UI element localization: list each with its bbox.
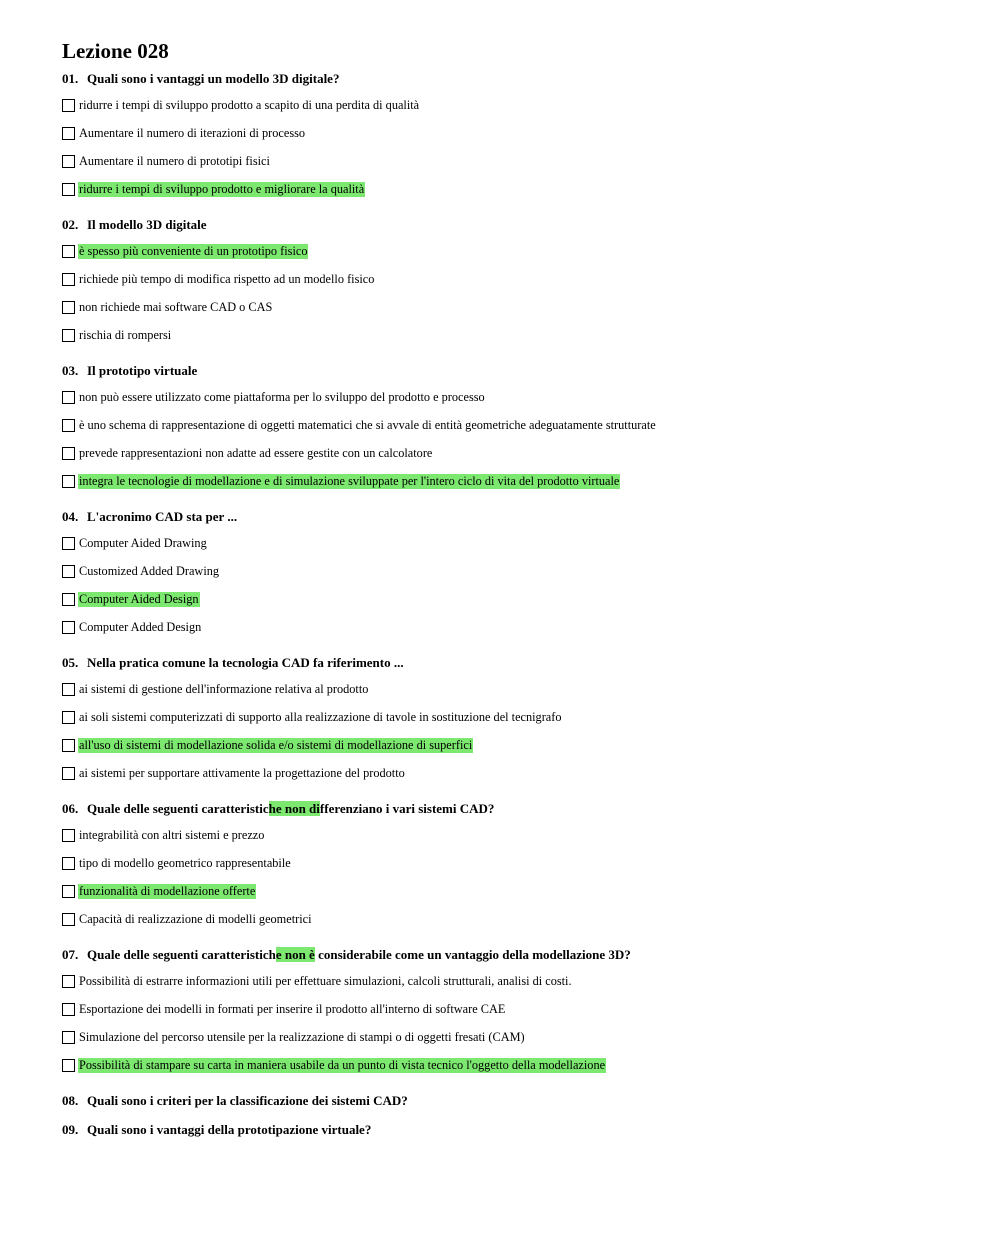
answer-text-correct: è spesso più conveniente di un prototipo fisico: [79, 243, 308, 258]
question-heading: [62, 802, 962, 816]
checkbox-icon[interactable]: [62, 739, 75, 752]
question-text: fferenziano i vari sistemi CAD?: [319, 801, 495, 816]
page-title: Lezione 028: [62, 39, 169, 63]
answer-text-correct: all'uso di sistemi di modellazione solida e/o sistemi di modellazione di superfici: [79, 737, 473, 752]
checkbox-icon[interactable]: [62, 857, 75, 870]
question-text: Quale delle seguenti caratteristich: [87, 947, 276, 962]
answer-option: [62, 1023, 962, 1051]
answer-text-correct: integra le tecnologie di modellazione e di simulazione sviluppate per l'intero ciclo di vita del prodotto virtuale: [79, 473, 620, 488]
question-text: Quali sono i criteri per la classificazione dei sistemi CAD?: [87, 1093, 408, 1108]
checkbox-icon[interactable]: [62, 711, 75, 724]
question-text: Nella pratica comune la tecnologia CAD fa riferimento ...: [87, 655, 404, 670]
answer-text: Possibilità di estrarre informazioni utili per effettuare simulazioni, calcoli strutturali, analisi di costi.: [79, 973, 572, 988]
answer-text: Simulazione del percorso utensile per la realizzazione di stampi o di oggetti fresati (CAM): [79, 1029, 525, 1044]
question-heading: [62, 948, 962, 962]
question: [62, 1123, 962, 1137]
answer-option: [62, 439, 962, 467]
answer-option: [62, 91, 962, 119]
checkbox-icon[interactable]: [62, 593, 75, 606]
checkbox-icon[interactable]: [62, 245, 75, 258]
question-number: 03.: [62, 363, 79, 378]
document-page: [62, 38, 962, 1142]
question-heading: [62, 218, 962, 232]
checkbox-icon[interactable]: [62, 621, 75, 634]
checkbox-icon[interactable]: [62, 447, 75, 460]
question-number: 05.: [62, 655, 79, 670]
question: [62, 656, 962, 787]
answer-option: [62, 467, 962, 495]
question-number: 08.: [62, 1093, 79, 1108]
checkbox-icon[interactable]: [62, 683, 75, 696]
answer-option: [62, 759, 962, 787]
question-number: 01.: [62, 71, 79, 86]
answer-option: [62, 675, 962, 703]
question-heading: [62, 1123, 962, 1137]
checkbox-icon[interactable]: [62, 127, 75, 140]
answer-option: [62, 821, 962, 849]
answer-option: [62, 383, 962, 411]
answer-text: ridurre i tempi di sviluppo prodotto a scapito di una perdita di qualità: [79, 97, 420, 112]
answer-option: [62, 877, 962, 905]
answer-option: [62, 529, 962, 557]
answer-text: richiede più tempo di modifica rispetto ad un modello fisico: [79, 271, 375, 286]
answer-text: ai sistemi per supportare attivamente la progettazione del prodotto: [79, 765, 405, 780]
answer-option: [62, 1051, 962, 1079]
answer-option: [62, 557, 962, 585]
answer-option: [62, 905, 962, 933]
question-text: L'acronimo CAD sta per ...: [87, 509, 238, 524]
question-number: 02.: [62, 217, 79, 232]
answer-text-correct: Possibilità di stampare su carta in maniera usabile da un punto di vista tecnico l'oggetto della modellazione: [79, 1057, 606, 1072]
checkbox-icon[interactable]: [62, 475, 75, 488]
question-heading: [62, 364, 962, 378]
answer-text: rischia di rompersi: [79, 327, 172, 342]
question-text: Quali sono i vantaggi della prototipazione virtuale?: [87, 1122, 372, 1137]
answer-text: Esportazione dei modelli in formati per inserire il prodotto all'interno di software CAE: [79, 1001, 506, 1016]
checkbox-icon[interactable]: [62, 99, 75, 112]
checkbox-icon[interactable]: [62, 419, 75, 432]
question: [62, 364, 962, 495]
checkbox-icon[interactable]: [62, 767, 75, 780]
answer-option: [62, 119, 962, 147]
answer-option: [62, 703, 962, 731]
answer-option: [62, 995, 962, 1023]
question-text: considerabile come un vantaggio della modellazione 3D?: [314, 947, 631, 962]
answer-text: Computer Added Design: [79, 619, 202, 634]
checkbox-icon[interactable]: [62, 913, 75, 926]
question: [62, 802, 962, 933]
answer-option: [62, 967, 962, 995]
answer-text-correct: ridurre i tempi di sviluppo prodotto e migliorare la qualità: [79, 181, 365, 196]
checkbox-icon[interactable]: [62, 1031, 75, 1044]
answer-option: [62, 411, 962, 439]
checkbox-icon[interactable]: [62, 1003, 75, 1016]
answer-text: prevede rappresentazioni non adatte ad essere gestite con un calcolatore: [79, 445, 433, 460]
question-number: 09.: [62, 1122, 79, 1137]
answer-text: Customized Added Drawing: [79, 563, 220, 578]
checkbox-icon[interactable]: [62, 1059, 75, 1072]
question: [62, 218, 962, 349]
question-heading: [62, 510, 962, 524]
checkbox-icon[interactable]: [62, 329, 75, 342]
question-number: 04.: [62, 509, 79, 524]
checkbox-icon[interactable]: [62, 975, 75, 988]
answer-text: tipo di modello geometrico rappresentabile: [79, 855, 291, 870]
answer-text: integrabilità con altri sistemi e prezzo: [79, 827, 265, 842]
answer-text: non richiede mai software CAD o CAS: [79, 299, 273, 314]
answer-text: Aumentare il numero di prototipi fisici: [79, 153, 270, 168]
answer-text: Capacità di realizzazione di modelli geometrici: [79, 911, 312, 926]
question-text-highlighted: he non di: [268, 801, 320, 816]
checkbox-icon[interactable]: [62, 537, 75, 550]
checkbox-icon[interactable]: [62, 155, 75, 168]
answer-option: [62, 265, 962, 293]
checkbox-icon[interactable]: [62, 391, 75, 404]
answer-text: Computer Aided Drawing: [79, 535, 207, 550]
answer-option: [62, 613, 962, 641]
answer-option: [62, 849, 962, 877]
checkbox-icon[interactable]: [62, 885, 75, 898]
question-number: 07.: [62, 947, 79, 962]
question-text: Quale delle seguenti caratteristic: [87, 801, 269, 816]
question-heading: [62, 72, 962, 86]
checkbox-icon[interactable]: [62, 183, 75, 196]
answer-text: ai sistemi di gestione dell'informazione relativa al prodotto: [79, 681, 369, 696]
answer-text: ai soli sistemi computerizzati di supporto alla realizzazione di tavole in sostituzione del tecnigrafo: [79, 709, 562, 724]
question: [62, 72, 962, 203]
answer-option: [62, 731, 962, 759]
answer-text: Aumentare il numero di iterazioni di processo: [79, 125, 306, 140]
question-heading: [62, 656, 962, 670]
answer-option: [62, 237, 962, 265]
question-text-highlighted: e non è: [275, 947, 315, 962]
checkbox-icon[interactable]: [62, 273, 75, 286]
answer-text-correct: Computer Aided Design: [79, 591, 199, 606]
question-list: [62, 72, 962, 1137]
answer-option: [62, 293, 962, 321]
answer-option: [62, 175, 962, 203]
question-number: 06.: [62, 801, 79, 816]
answer-text: è uno schema di rappresentazione di oggetti matematici che si avvale di entità geometriche adeguatamente strutturate: [79, 417, 656, 432]
question-text: Il modello 3D digitale: [87, 217, 207, 232]
checkbox-icon[interactable]: [62, 565, 75, 578]
question-heading: [62, 1094, 962, 1108]
question-text: Quali sono i vantaggi un modello 3D digitale?: [87, 71, 340, 86]
answer-option: [62, 321, 962, 349]
answer-text: non può essere utilizzato come piattaforma per lo sviluppo del prodotto e processo: [79, 389, 485, 404]
answer-option: [62, 147, 962, 175]
question: [62, 510, 962, 641]
checkbox-icon[interactable]: [62, 301, 75, 314]
question-text: Il prototipo virtuale: [87, 363, 198, 378]
answer-text-correct: funzionalità di modellazione offerte: [79, 883, 256, 898]
question: [62, 1094, 962, 1108]
question: [62, 948, 962, 1079]
answer-option: [62, 585, 962, 613]
checkbox-icon[interactable]: [62, 829, 75, 842]
